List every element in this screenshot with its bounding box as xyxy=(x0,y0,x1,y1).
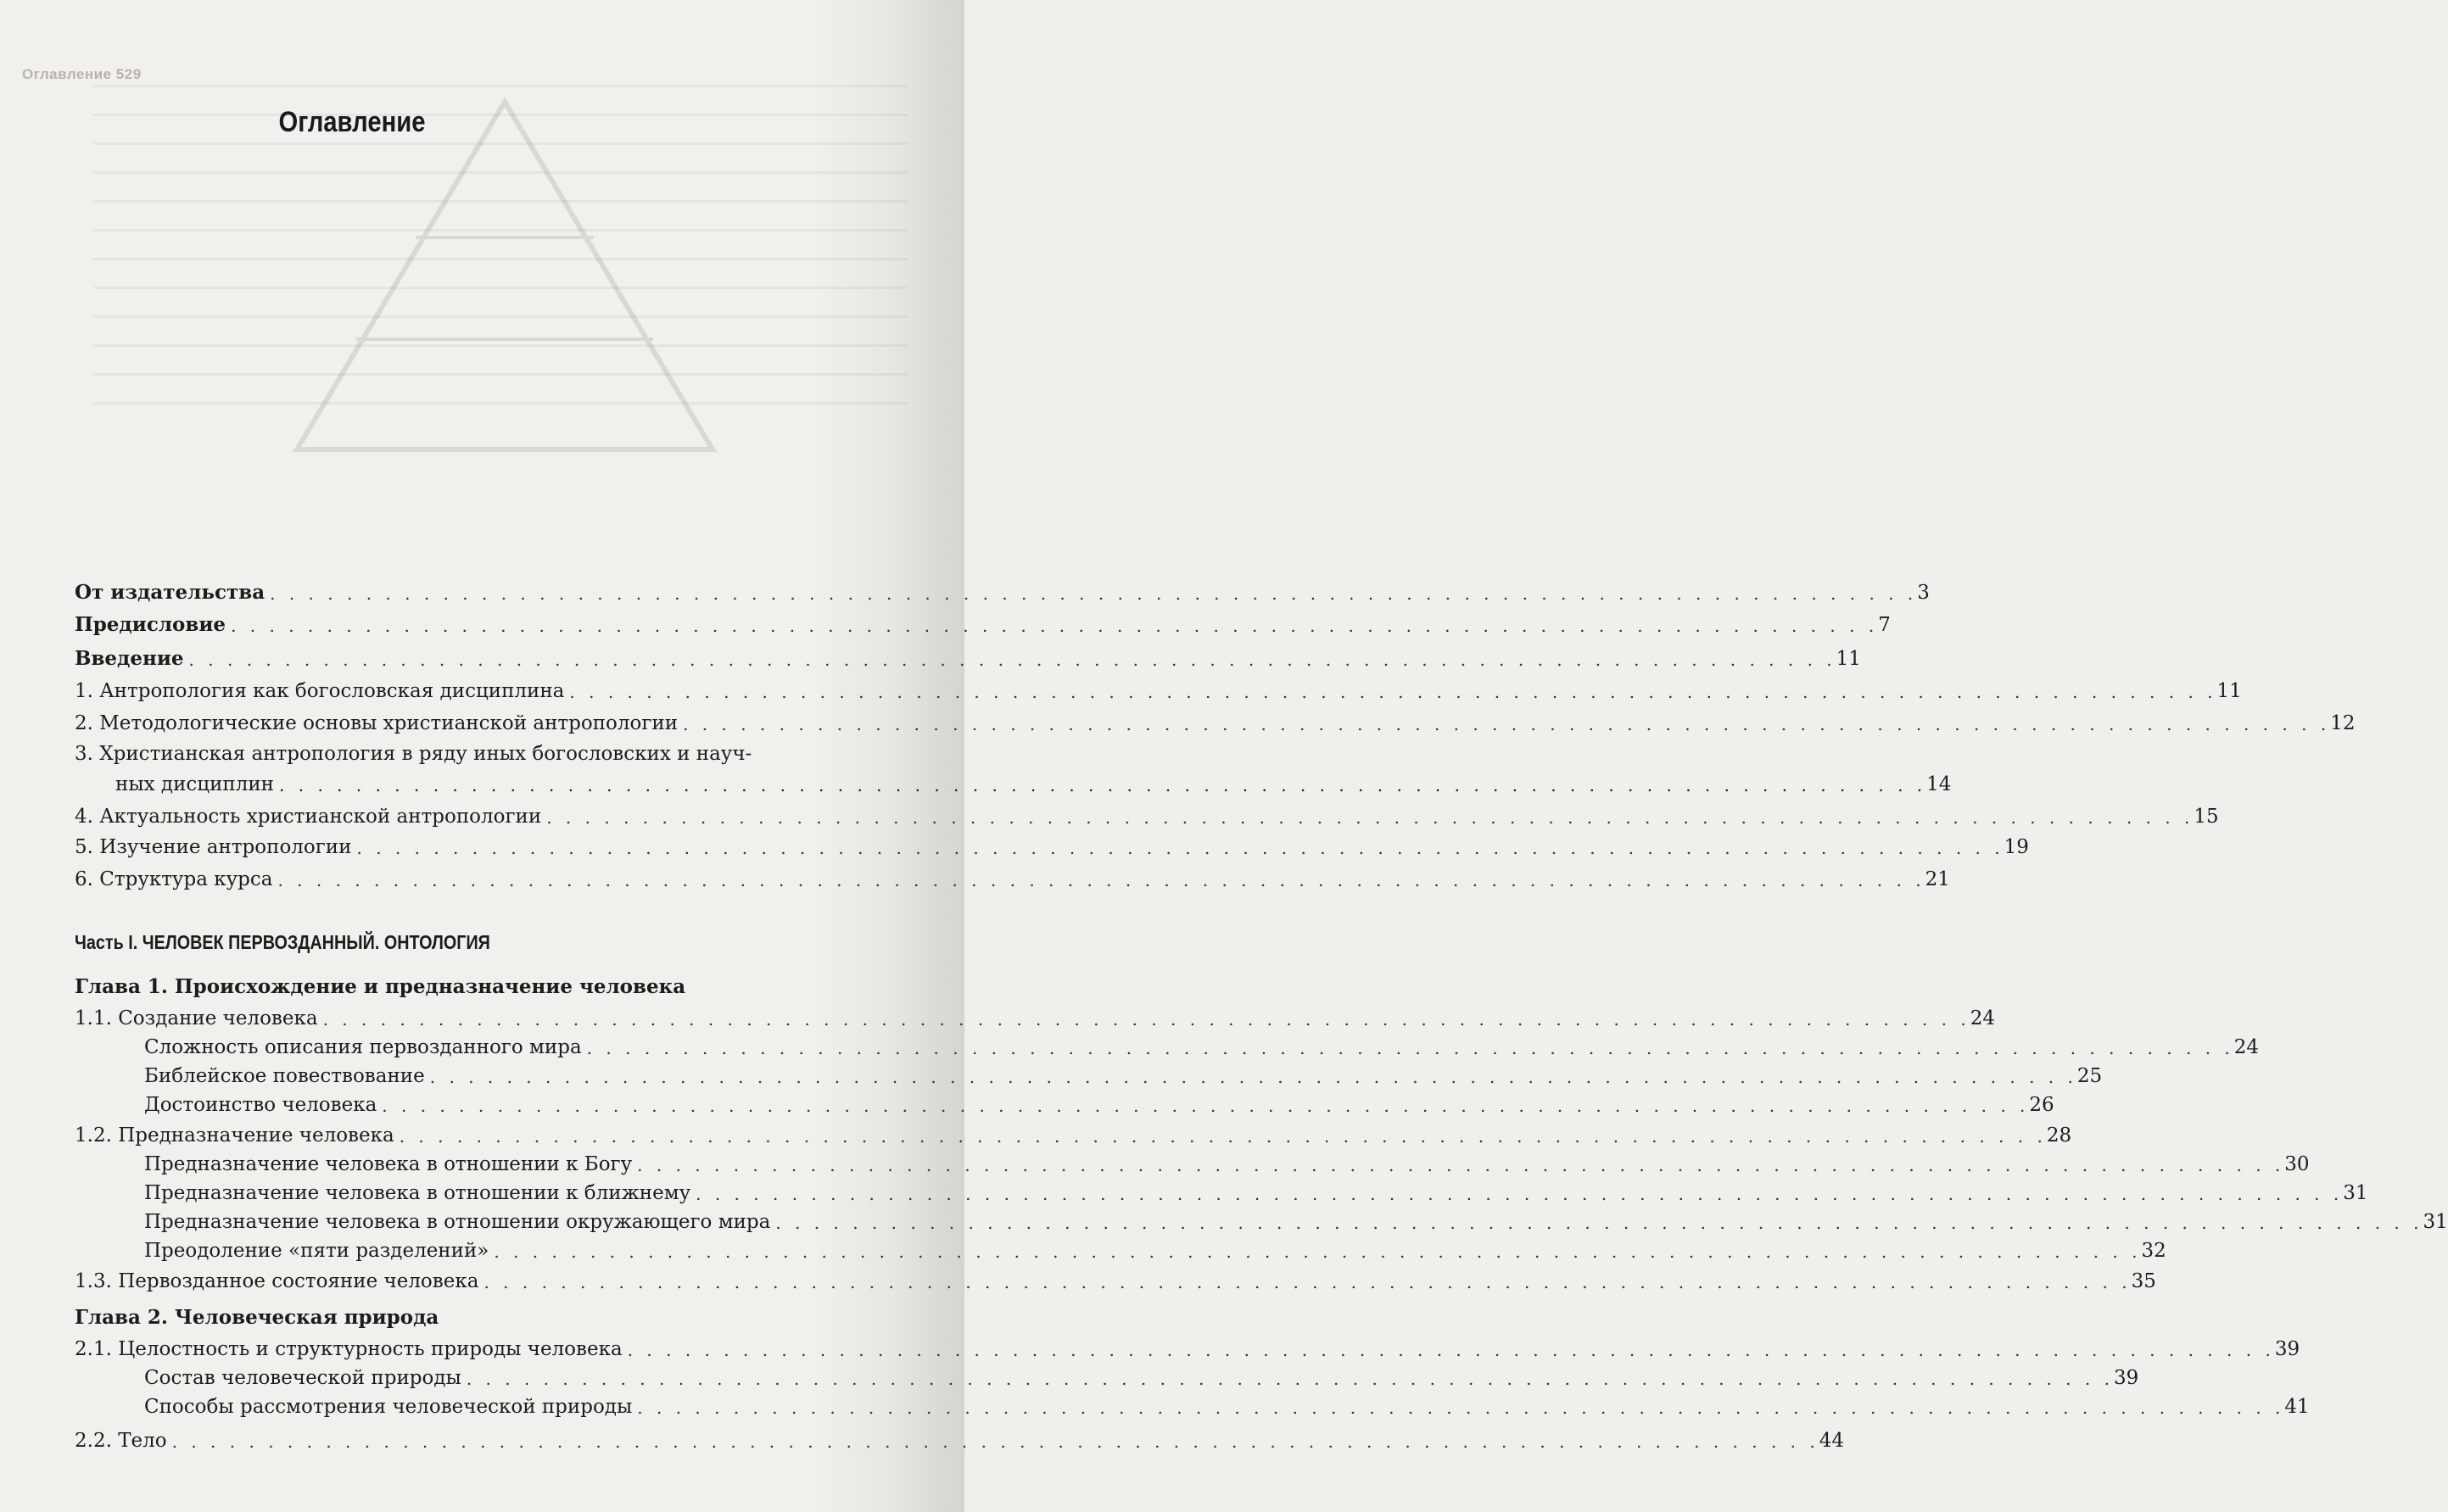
dot-leader: . . . . . . . . . . . . . . . . . . . . . . . . . . . . . . . . . . . . . . . . . . . . . . . . . . . . . . . . . . . . . . . . . . . . . . . . . . . . . . . . . . . . . . xyxy=(466,1369,2114,1389)
toc-entry-label: Предназначение человека в отношении к Богу xyxy=(144,1153,633,1175)
toc-entry[interactable] xyxy=(75,1002,1995,1031)
toc-entry-label: Предназначение человека в отношении окружающего мира xyxy=(144,1211,771,1233)
dot-leader: . . . . . . . . . . . . . . . . . . . . . . . . . . . . . . . . . . . . . . . . . . . . . . . . . . . . . . . . . . . . . . . . . . . . . . . . . . . . . . . . . . . . . . xyxy=(683,714,2331,734)
dot-leader: . . . . . . . . . . . . . . . . . . . . . . . . . . . . . . . . . . . . . . . . . . . . . . . . . . . . . . . . . . . . . . . . . . . . . . . . . . . . . . . . . . . . . . xyxy=(399,1126,2047,1147)
toc-entry-label: Предисловие xyxy=(75,613,226,636)
dot-leader: . . . . . . . . . . . . . . . . . . . . . . . . . . . . . . . . . . . . . . . . . . . . . . . . . . . . . . . . . . . . . . . . . . . . . . . . . . . . . . . . . . . . . . xyxy=(696,1184,2344,1204)
toc-entry[interactable] xyxy=(75,863,1950,892)
toc-entry-label: 1.3. Первозданное состояние человека xyxy=(75,1270,479,1292)
dot-leader: . . . . . . . . . . . . . . . . . . . . . . . . . . . . . . . . . . . . . . . . . . . . . . . . . . . . . . . . . . . . . . . . . . . . . . . . . . . . . . . . . . . . . . xyxy=(382,1096,2030,1116)
dot-leader: . . . . . . . . . . . . . . . . . . . . . . . . . . . . . . . . . . . . . . . . . . . . . . . . . . . . . . . . . . . . . . . . . . . . . . . . . . . . . . . . . . . . . . xyxy=(270,583,1918,604)
toc-entry-page: 25 xyxy=(2076,1065,2103,1087)
toc-entry-label: 2.2. Тело xyxy=(75,1430,167,1452)
toc-entry[interactable] xyxy=(75,609,1891,638)
dot-leader: . . . . . . . . . . . . . . . . . . . . . . . . . . . . . . . . . . . . . . . . . . . . . . . . . . . . . . . . . . . . . . . . . . . . . . . . . . . . . . . . . . . . . . xyxy=(637,1155,2285,1175)
toc-entry-label: 3. Христианская антропология в ряду иных богословских и науч- xyxy=(75,743,752,765)
dot-leader: . . . . . . . . . . . . . . . . . . . . . . . . . . . . . . . . . . . . . . . . . . . . . . . . . . . . . . . . . . . . . . . . . . . . . . . . . . . . . . . . . . . . . . xyxy=(775,1213,2423,1233)
toc-entry[interactable] xyxy=(75,1333,2300,1362)
toc-entry-label: От издательства xyxy=(75,581,265,604)
toc-entry-page: 31 xyxy=(2343,1182,2368,1204)
dot-leader: . . . . . . . . . . . . . . . . . . . . . . . . . . . . . . . . . . . . . . . . . . . . . . . . . . . . . . . . . . . . . . . . . . . . . . . . . . . . . . . . . . . . . . xyxy=(188,650,1836,670)
toc-entry[interactable] xyxy=(75,1148,2310,1177)
dot-leader: . . . . . . . . . . . . . . . . . . . . . . . . . . . . . . . . . . . . . . . . . . . . . . . . . . . . . . . . . . . . . . . . . . . . . . . . . . . . . . . . . . . . . . xyxy=(494,1241,2142,1262)
toc-entry-page: 28 xyxy=(2046,1124,2072,1147)
dot-leader: . . . . . . . . . . . . . . . . . . . . . . . . . . . . . . . . . . . . . . . . . . . . . . . . . . . . . . . . . . . . . . . . . . . . . . . . . . . . . . . . . . . . . . xyxy=(429,1067,2077,1087)
toc-entry-label: 1.2. Предназначение человека xyxy=(75,1124,394,1147)
toc-entry[interactable] xyxy=(75,577,1930,605)
toc-entry-page: 30 xyxy=(2284,1153,2310,1175)
toc-entry-label: 4. Актуальность христианской антропологии xyxy=(75,806,542,828)
toc-entry-page: 3 xyxy=(1917,582,1930,604)
dot-leader: . . . . . . . . . . . . . . . . . . . . . . . . . . . . . . . . . . . . . . . . . . . . . . . . . . . . . . . . . . . . . . . . . . . . . . . . . . . . . . . . . . . . . . xyxy=(171,1431,1819,1452)
toc-entry[interactable] xyxy=(75,1177,2368,1206)
toc-entry[interactable] xyxy=(75,1391,2310,1420)
dot-leader: . . . . . . . . . . . . . . . . . . . . . . . . . . . . . . . . . . . . . . . . . . . . . . . . . . . . . . . . . . . . . . . . . . . . . . . . . . . . . . . . . . . . . . xyxy=(322,1009,1970,1029)
toc-entry-label: 6. Структура курса xyxy=(75,868,273,890)
toc-entry[interactable] xyxy=(75,643,1861,672)
toc-entry-page: 7 xyxy=(1878,614,1891,636)
dot-leader: . . . . . . . . . . . . . . . . . . . . . . . . . . . . . . . . . . . . . . . . . . . . . . . . . . . . . . . . . . . . . . . . . . . . . . . . . . . . . . . . . . . . . . xyxy=(637,1398,2285,1418)
dot-leader: . . . . . . . . . . . . . . . . . . . . . . . . . . . . . . . . . . . . . . . . . . . . . . . . . . . . . . . . . . . . . . . . . . . . . . . . . . . . . . . . . . . . . . xyxy=(569,682,2217,702)
toc-entry-label: Способы рассмотрения человеческой природы xyxy=(144,1396,633,1418)
toc-entry[interactable] xyxy=(75,1362,2139,1391)
toc-entry-page: 11 xyxy=(2216,680,2242,702)
toc-entry[interactable] xyxy=(75,1425,1845,1453)
toc-entry[interactable] xyxy=(75,1235,2166,1264)
dot-leader: . . . . . . . . . . . . . . . . . . . . . . . . . . . . . . . . . . . . . . . . . . . . . . . . . . . . . . . . . . . . . . . . . . . . . . . . . . . . . . . . . . . . . . xyxy=(546,807,2194,828)
toc-entry[interactable] xyxy=(75,1265,2156,1294)
dot-leader: . . . . . . . . . . . . . . . . . . . . . . . . . . . . . . . . . . . . . . . . . . . . . . . . . . . . . . . . . . . . . . . . . . . . . . . . . . . . . . . . . . . . . . xyxy=(586,1038,2234,1058)
toc-entry-page: 19 xyxy=(2004,836,2029,858)
toc-entry-wrapped-line1[interactable] xyxy=(75,738,914,767)
toc-entry-label: 1.1. Создание человека xyxy=(75,1007,318,1029)
toc-entry[interactable] xyxy=(75,675,2242,704)
toc-entry-page: 24 xyxy=(1970,1007,1995,1029)
toc-entry-page: 39 xyxy=(2274,1338,2300,1360)
toc-entry-page: 35 xyxy=(2131,1270,2156,1292)
toc-entry-label: Преодоление «пяти разделений» xyxy=(144,1240,489,1262)
dot-leader: . . . . . . . . . . . . . . . . . . . . . . . . . . . . . . . . . . . . . . . . . . . . . . . . . . . . . . . . . . . . . . . . . . . . . . . . . . . . . . . . . . . . . . xyxy=(483,1272,2132,1292)
toc-entry-page: 41 xyxy=(2284,1396,2310,1418)
toc-entry-page: 32 xyxy=(2141,1240,2166,1262)
dot-leader: . . . . . . . . . . . . . . . . . . . . . . . . . . . . . . . . . . . . . . . . . . . . . . . . . . . . . . . . . . . . . . . . . . . . . . . . . . . . . . . . . . . . . . xyxy=(231,616,1879,636)
toc-entry-wrapped-line2[interactable] xyxy=(115,768,1952,797)
toc-entry[interactable] xyxy=(75,831,2029,860)
toc-entry-label: ных дисциплин xyxy=(115,773,275,795)
toc-entry-page: 44 xyxy=(1819,1430,1845,1452)
toc-entry[interactable] xyxy=(75,1206,2448,1235)
toc-entry-page: 11 xyxy=(1836,648,1861,670)
chapter-heading[interactable]: Глава 2. Человеческая природа xyxy=(75,1306,439,1329)
toc-entry-page: 21 xyxy=(1925,868,1950,890)
toc-entry-page: 31 xyxy=(2423,1211,2448,1233)
dot-leader: . . . . . . . . . . . . . . . . . . . . . . . . . . . . . . . . . . . . . . . . . . . . . . . . . . . . . . . . . . . . . . . . . . . . . . . . . . . . . . . . . . . . . . xyxy=(627,1340,2275,1360)
toc-entry-label: Введение xyxy=(75,647,184,670)
toc-entry-label: 2.1. Целостность и структурность природы человека xyxy=(75,1338,623,1360)
toc-entry-page: 14 xyxy=(1926,773,1952,795)
toc-entry-label: Библейское повествование xyxy=(144,1065,425,1087)
toc-entry-label: Состав человеческой природы xyxy=(144,1367,461,1389)
toc-entry[interactable] xyxy=(75,801,2219,829)
dot-leader: . . . . . . . . . . . . . . . . . . . . . . . . . . . . . . . . . . . . . . . . . . . . . . . . . . . . . . . . . . . . . . . . . . . . . . . . . . . . . . . . . . . . . . xyxy=(279,775,1927,795)
toc-entry-label: 1. Антропология как богословская дисциплина xyxy=(75,680,565,702)
toc-entry-page: 24 xyxy=(2233,1036,2260,1058)
toc-entry-label: 2. Методологические основы христианской антропологии xyxy=(75,712,679,734)
chapter-heading[interactable]: Глава 1. Происхождение и предназначение человека xyxy=(75,975,686,998)
toc-entry[interactable] xyxy=(75,1119,2072,1148)
toc-entry-label: Сложность описания первозданного мира xyxy=(144,1036,582,1058)
toc-entry-page: 15 xyxy=(2194,806,2219,828)
toc-entry-label: Предназначение человека в отношении к ближнему xyxy=(144,1182,691,1204)
dot-leader: . . . . . . . . . . . . . . . . . . . . . . . . . . . . . . . . . . . . . . . . . . . . . . . . . . . . . . . . . . . . . . . . . . . . . . . . . . . . . . . . . . . . . . xyxy=(356,838,2004,858)
toc-entry[interactable] xyxy=(75,1031,2260,1060)
page-title: Оглавление xyxy=(278,106,426,138)
toc-entry-label: 5. Изучение антропологии xyxy=(75,836,352,858)
toc-entry[interactable] xyxy=(75,1060,2103,1089)
part-heading[interactable]: Часть I. ЧЕЛОВЕК ПЕРВОЗДАННЫЙ. ОНТОЛОГИЯ xyxy=(75,931,490,953)
toc-entry[interactable] xyxy=(75,707,2356,736)
toc-entry-page: 26 xyxy=(2029,1094,2054,1116)
running-head: Оглавление 529 xyxy=(22,66,142,82)
dot-leader: . . . . . . . . . . . . . . . . . . . . . . . . . . . . . . . . . . . . . . . . . . . . . . . . . . . . . . . . . . . . . . . . . . . . . . . . . . . . . . . . . . . . . . xyxy=(277,870,1925,890)
toc-entry-page: 12 xyxy=(2330,712,2356,734)
bleed-through-text xyxy=(93,85,908,475)
toc-entry[interactable] xyxy=(75,1089,2054,1118)
toc-entry-page: 39 xyxy=(2113,1367,2139,1389)
toc-entry-label: Достоинство человека xyxy=(144,1094,377,1116)
